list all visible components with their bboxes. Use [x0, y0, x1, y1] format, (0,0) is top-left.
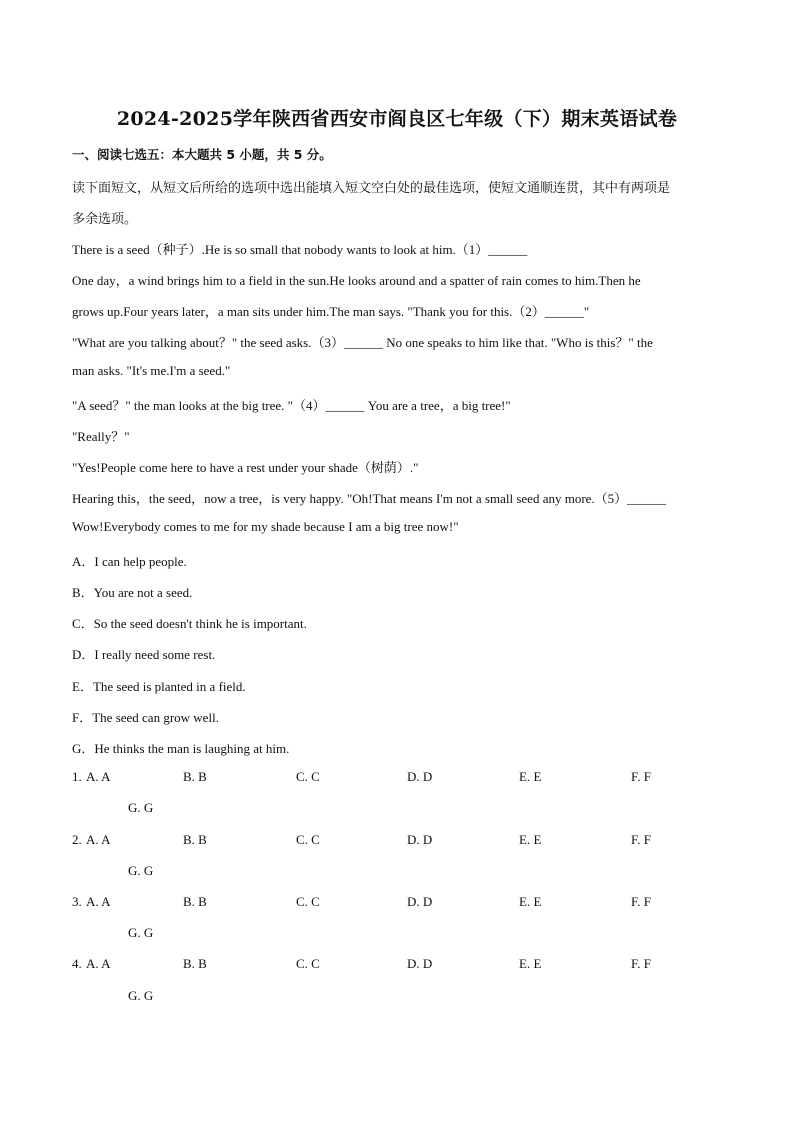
- choice-c[interactable]: C. C: [296, 956, 320, 971]
- passage-line: There is a seed（种子）.He is so small that nobody wants to look at him.（1）______: [72, 242, 528, 257]
- choice-d[interactable]: D. D: [407, 769, 433, 784]
- choice-f[interactable]: F. F: [631, 832, 651, 847]
- passage-line: man asks. "It's me.I'm a seed.": [72, 363, 231, 378]
- choice-g[interactable]: G. G: [128, 800, 154, 815]
- passage-line: Wow!Everybody comes to me for my shade because I am a big tree now!": [72, 519, 459, 534]
- choice-d[interactable]: D. D: [407, 956, 433, 971]
- instruction-line: 读下面短文，从短文后所给的选项中选出能填入短文空白处的最佳选项，使短文通顺连贯，其中有两项是: [72, 181, 671, 196]
- choice-e[interactable]: E. E: [519, 769, 542, 784]
- question-number: 2.: [72, 832, 82, 847]
- section-heading: 一、阅读七选五：本大题共 5 小题，共 5 分。: [72, 147, 332, 162]
- choice-a[interactable]: A. A: [86, 769, 111, 784]
- choice-a[interactable]: A. A: [86, 956, 111, 971]
- choice-b[interactable]: B. B: [183, 894, 207, 909]
- passage-line: "Really？": [72, 429, 130, 444]
- choice-b[interactable]: B. B: [183, 832, 207, 847]
- question-number: 1.: [72, 769, 82, 784]
- option-item: B．You are not a seed.: [72, 585, 193, 600]
- option-item: G．He thinks the man is laughing at him.: [72, 741, 290, 756]
- passage-line: "What are you talking about？" the seed asks.（3）______ No one speaks to him like that. "Who is this？" the: [72, 335, 653, 350]
- choice-d[interactable]: D. D: [407, 894, 433, 909]
- choice-e[interactable]: E. E: [519, 832, 542, 847]
- choice-f[interactable]: F. F: [631, 956, 651, 971]
- passage-line: One day，a wind brings him to a field in the sun.He looks around and a spatter of rain comes to him.Then he: [72, 273, 641, 288]
- choice-c[interactable]: C. C: [296, 894, 320, 909]
- option-item: A．I can help people.: [72, 554, 187, 569]
- choice-g[interactable]: G. G: [128, 925, 154, 940]
- question-number: 4.: [72, 956, 82, 971]
- page-title: 2024-2025学年陕西省西安市阎良区七年级（下）期末英语试卷: [116, 108, 678, 130]
- passage-line: grows up.Four years later，a man sits under him.The man says. "Thank you for this.（2）______": [72, 304, 590, 319]
- option-item: D．I really need some rest.: [72, 647, 216, 662]
- choice-g[interactable]: G. G: [128, 988, 154, 1003]
- passage-line: "A seed？" the man looks at the big tree. "（4）______ You are a tree，a big tree!": [72, 398, 511, 413]
- question-number: 3.: [72, 894, 82, 909]
- choice-e[interactable]: E. E: [519, 894, 542, 909]
- choice-d[interactable]: D. D: [407, 832, 433, 847]
- choice-e[interactable]: E. E: [519, 956, 542, 971]
- choice-b[interactable]: B. B: [183, 956, 207, 971]
- passage-line: "Yes!People come here to have a rest under your shade（树荫）.": [72, 460, 419, 475]
- choice-f[interactable]: F. F: [631, 769, 651, 784]
- choice-a[interactable]: A. A: [86, 832, 111, 847]
- choice-c[interactable]: C. C: [296, 832, 320, 847]
- choice-b[interactable]: B. B: [183, 769, 207, 784]
- passage-line: Hearing this，the seed，now a tree，is very happy. "Oh!That means I'm not a small seed any more.（5）______: [72, 491, 667, 506]
- choice-c[interactable]: C. C: [296, 769, 320, 784]
- instruction-line: 多余选项。: [72, 212, 138, 227]
- choice-a[interactable]: A. A: [86, 894, 111, 909]
- choice-g[interactable]: G. G: [128, 863, 154, 878]
- option-item: C．So the seed doesn't think he is important.: [72, 616, 307, 631]
- choice-f[interactable]: F. F: [631, 894, 651, 909]
- option-item: E．The seed is planted in a field.: [72, 679, 246, 694]
- option-item: F．The seed can grow well.: [72, 710, 219, 725]
